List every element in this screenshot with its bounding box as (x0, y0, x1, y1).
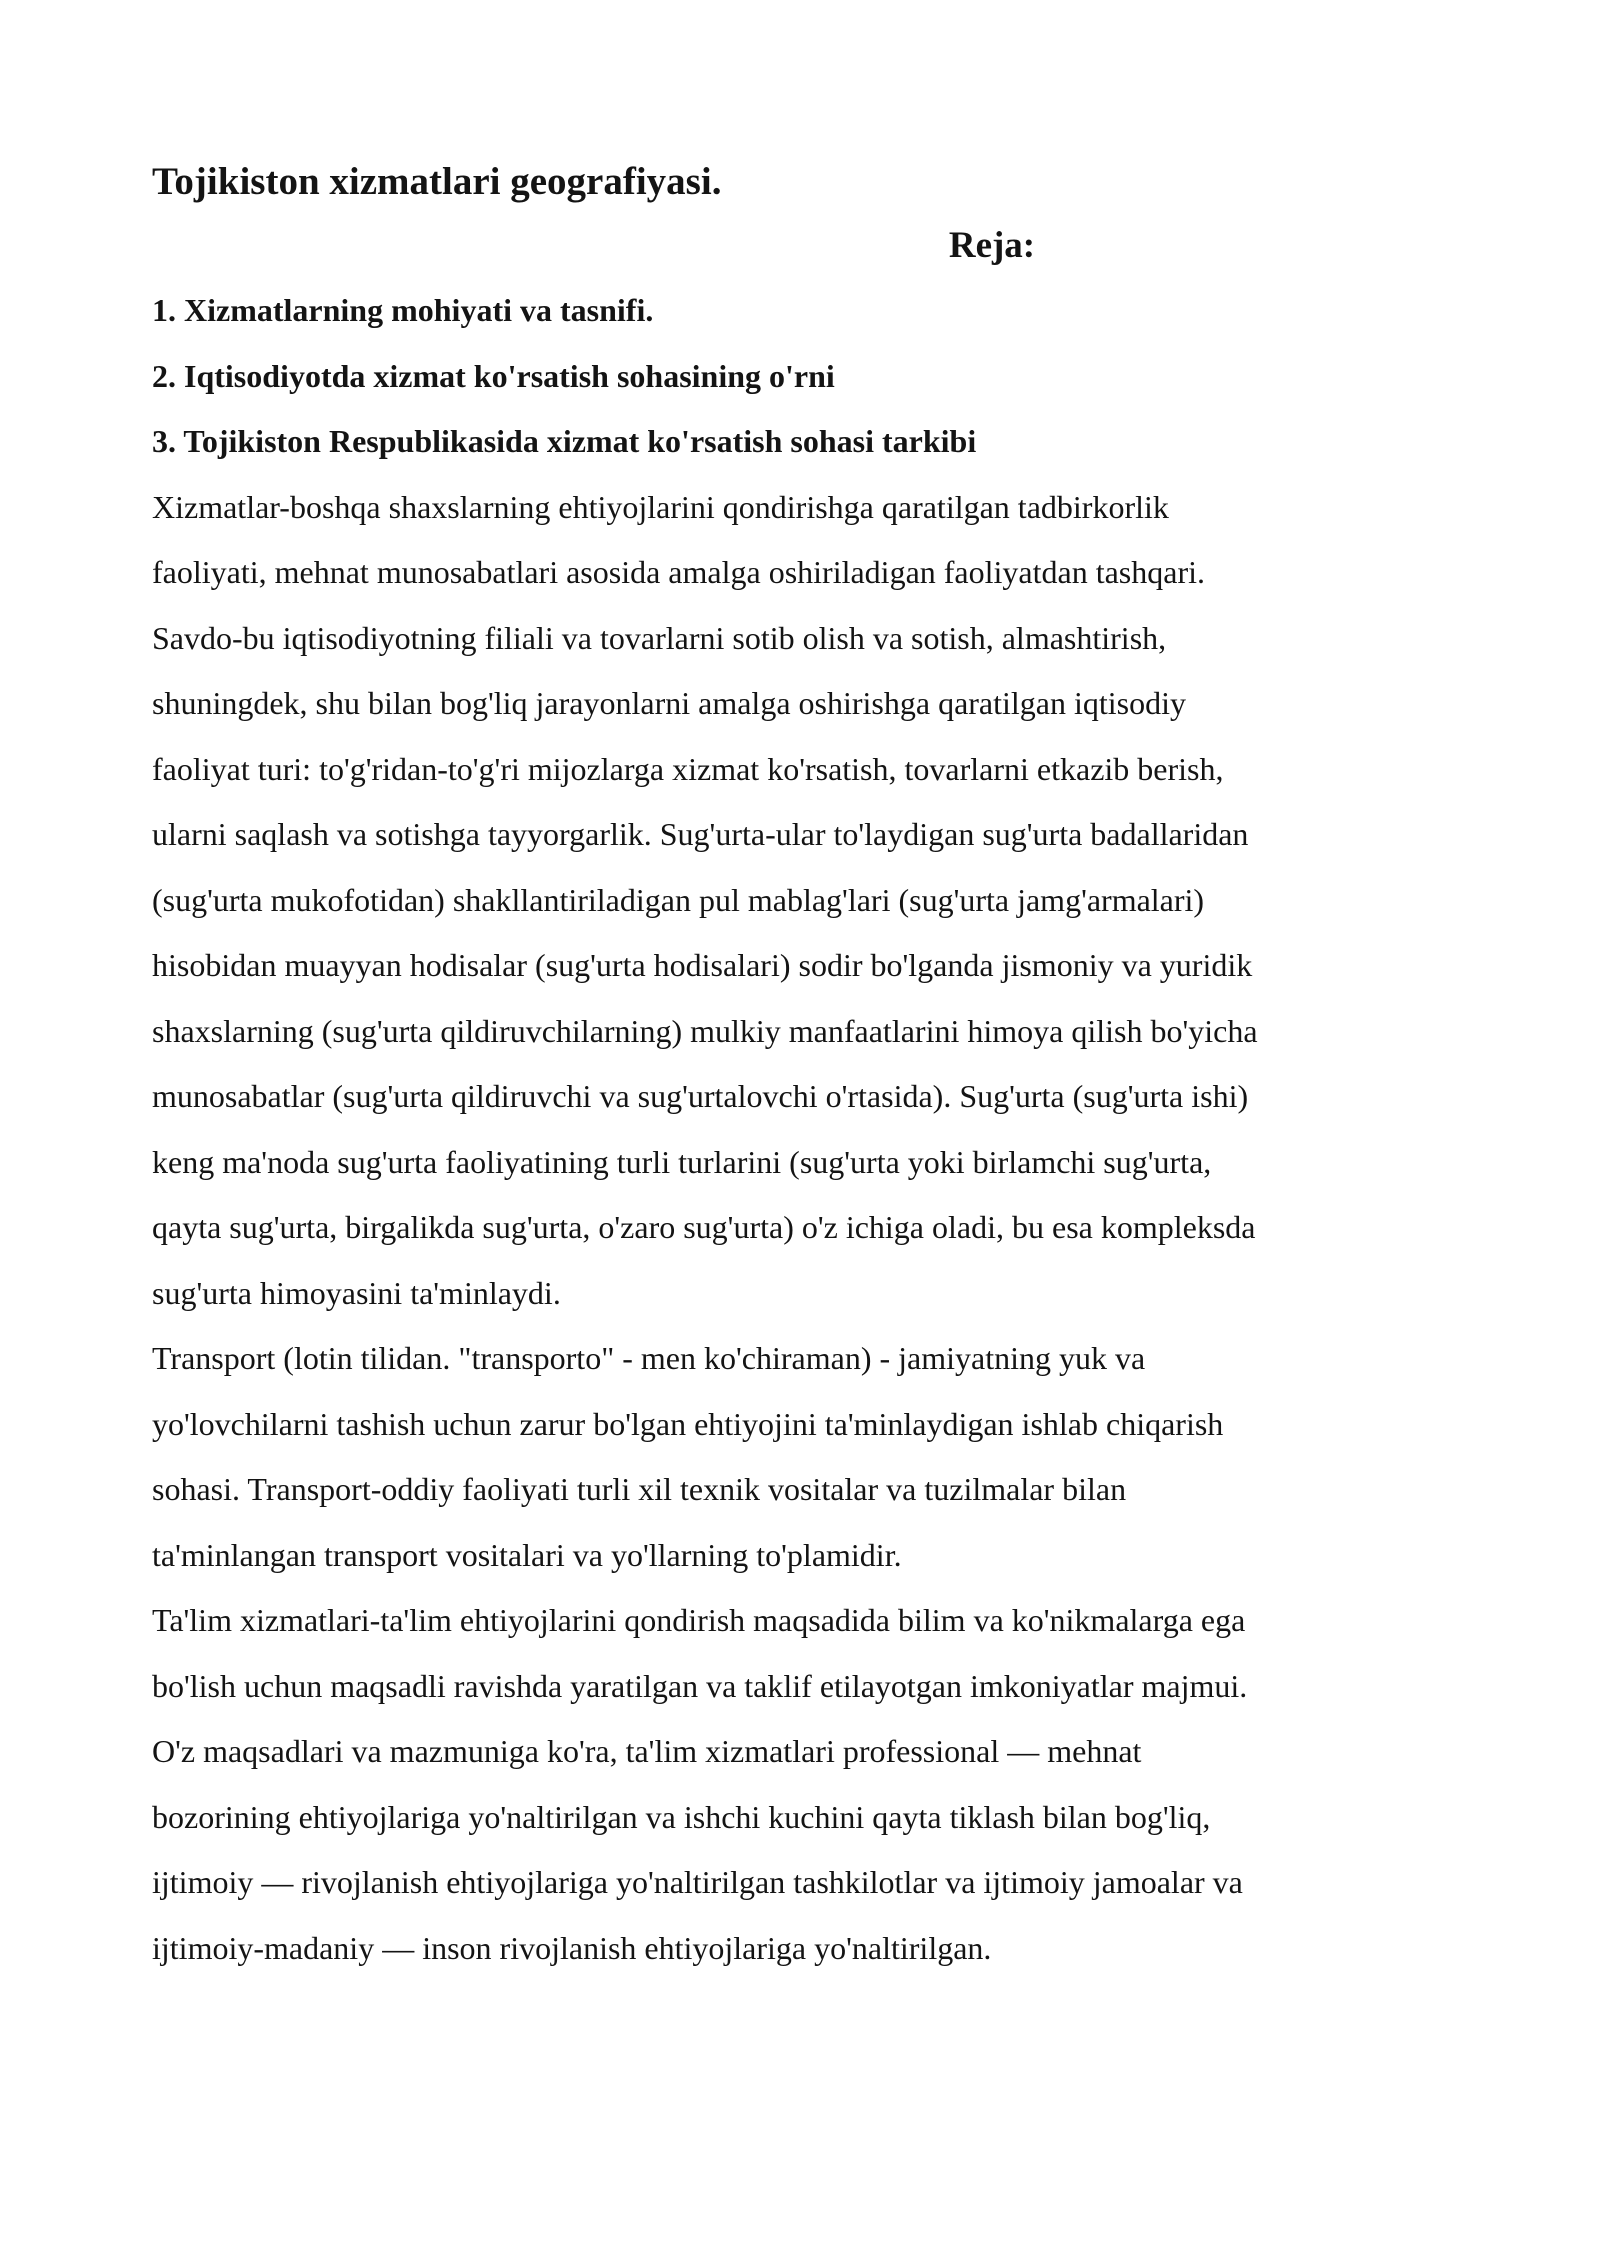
text-line: ijtimoiy-madaniy — inson rivojlanish ehtiyojlariga yo'naltirilgan. (152, 1929, 992, 1966)
text-line: ularni saqlash va sotishga tayyorgarlik. Sug'urta-ular to'laydigan sug'urta badallaridan (152, 816, 1249, 852)
text-line: ijtimoiy — rivojlanish ehtiyojlariga yo'naltirilgan tashkilotlar va ijtimoiy jamoalar va (152, 1864, 1243, 1900)
text-line: Xizmatlar-boshqa shaxslarning ehtiyojlarini qondirishga qaratilgan tadbirkorlik (152, 488, 1169, 525)
body-paragraph (152, 475, 1482, 1327)
text-line: bo'lish uchun maqsadli ravishda yaratilgan va taklif etilayotgan imkoniyatlar majmui. (152, 1667, 1248, 1704)
text-line: sohasi. Transport-oddiy faoliyati turli xil texnik vositalar va tuzilmalar bilan (152, 1471, 1127, 1507)
text-line: qayta sug'urta, birgalikda sug'urta, o'zaro sug'urta) o'z ichiga oladi, bu esa kompleksda (152, 1209, 1256, 1245)
plan-list (152, 278, 1482, 475)
text-line: Savdo-bu iqtisodiyotning filiali va tovarlarni sotib olish va sotish, almashtirish, (152, 619, 1167, 656)
text-line: faoliyati, mehnat munosabatlari asosida amalga oshiriladigan faoliyatdan tashqari. (152, 554, 1205, 590)
body-paragraph (152, 1588, 1482, 1981)
text-line: faoliyat turi: to'g'ridan-to'g'ri mijozlarga xizmat ko'rsatish, tovarlarni etkazib berish, (152, 750, 1224, 787)
text-line: Transport (lotin tilidan. "transporto" - men ko'chiraman) - jamiyatning yuk va (152, 1340, 1146, 1376)
document-title: Tojikiston xizmatlari geografiyasi. (152, 160, 722, 203)
text-line: yo'lovchilarni tashish uchun zarur bo'lgan ehtiyojini ta'minlaydigan ishlab chiqarish (152, 1405, 1224, 1442)
plan-item: 3. Tojikiston Respublikasida xizmat ko'rsatish sohasi tarkibi (152, 423, 977, 459)
plan-heading: Reja: (948, 225, 1036, 266)
text-line: hisobidan muayyan hodisalar (sug'urta hodisalari) sodir bo'lganda jismoniy va yuridik (152, 947, 1253, 983)
text-line: (sug'urta mukofotidan) shakllantiriladigan pul mablag'lari (sug'urta jamg'armalari) (152, 881, 1205, 918)
text-line: munosabatlar (sug'urta qildiruvchi va sug'urtalovchi o'rtasida). Sug'urta (sug'urta ishi) (152, 1078, 1249, 1114)
text-line: Ta'lim xizmatlari-ta'lim ehtiyojlarini qondirish maqsadida bilim va ko'nikmalarga ega (152, 1602, 1246, 1638)
document-page (152, 150, 1482, 1981)
text-line: shaxslarning (sug'urta qildiruvchilarning) mulkiy manfaatlarini himoya qilish bo'yicha (152, 1012, 1258, 1049)
text-line: keng ma'noda sug'urta faoliyatining turli turlarini (sug'urta yoki birlamchi sug'urta, (152, 1143, 1212, 1180)
text-line: sug'urta himoyasini ta'minlaydi. (152, 1274, 561, 1311)
body-paragraph (152, 1326, 1482, 1588)
text-line: bozorining ehtiyojlariga yo'naltirilgan va ishchi kuchini qayta tiklash bilan bog'liq, (152, 1798, 1211, 1835)
plan-item: 1. Xizmatlarning mohiyati va tasnifi. (152, 292, 654, 328)
body-text (152, 475, 1482, 1982)
text-line: shuningdek, shu bilan bog'liq jarayonlarni amalga oshirishga qaratilgan iqtisodiy (152, 685, 1187, 721)
text-line: O'z maqsadlari va mazmuniga ko'ra, ta'lim xizmatlari professional — mehnat (152, 1733, 1142, 1769)
text-line: ta'minlangan transport vositalari va yo'llarning to'plamidir. (152, 1536, 902, 1573)
plan-item: 2. Iqtisodiyotda xizmat ko'rsatish sohasining o'rni (152, 357, 835, 394)
